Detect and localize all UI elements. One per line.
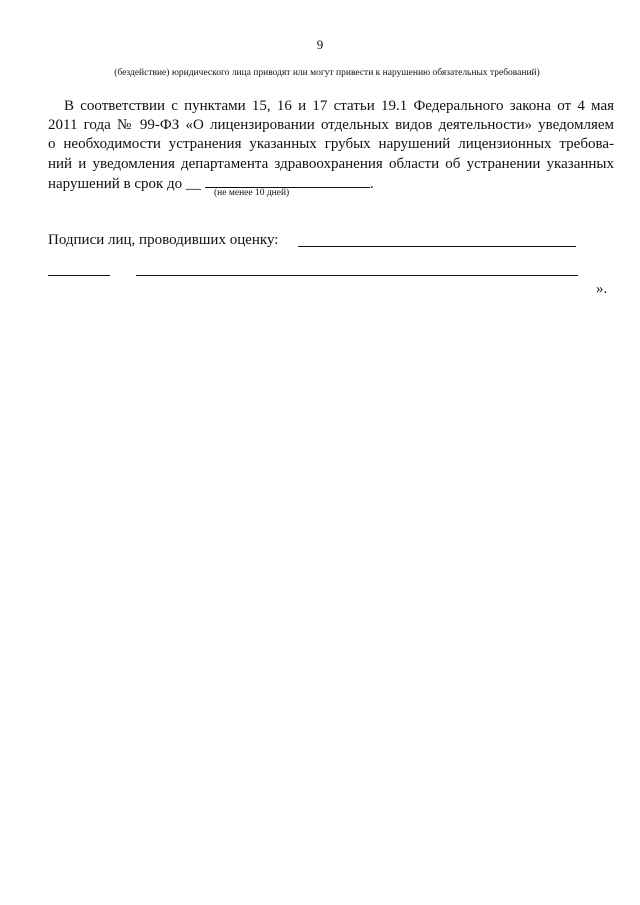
- signature-line-short[interactable]: [48, 275, 110, 276]
- paragraph-line-5: [48, 174, 614, 193]
- deadline-hint: (не менее 10 дней): [214, 188, 290, 198]
- signature-line-long[interactable]: [136, 275, 578, 276]
- deadline-end: .: [369, 175, 374, 192]
- deadline-prefix: нарушений в срок до __: [48, 175, 201, 192]
- signatures-blank-line[interactable]: [298, 246, 576, 247]
- closing-quote: ».: [596, 281, 608, 297]
- form-subcaption: (бездействие) юридического лица приводят или могут привести к нарушению обязательных требований): [114, 68, 540, 78]
- page-number: 9: [316, 37, 324, 52]
- signatures-label: Подписи лиц, проводивших оценку:: [48, 232, 279, 248]
- paragraph-line-1: В соответствии с пунктами 15, 16 и 17 статьи 19.1 Федерального закона от 4 мая: [64, 98, 614, 114]
- deadline-blank-field[interactable]: [205, 174, 370, 188]
- paragraph-line-3: о необходимости устранения указанных грубых нарушений лицензионных требова-: [48, 136, 614, 153]
- paragraph-line-2: 2011 года № 99-ФЗ «О лицензировании отдельных видов деятельности» уведомляем: [48, 117, 614, 134]
- notice-paragraph: [48, 97, 614, 193]
- paragraph-line-4: ний и уведомления департамента здравоохранения области об устранении указанных: [48, 155, 614, 172]
